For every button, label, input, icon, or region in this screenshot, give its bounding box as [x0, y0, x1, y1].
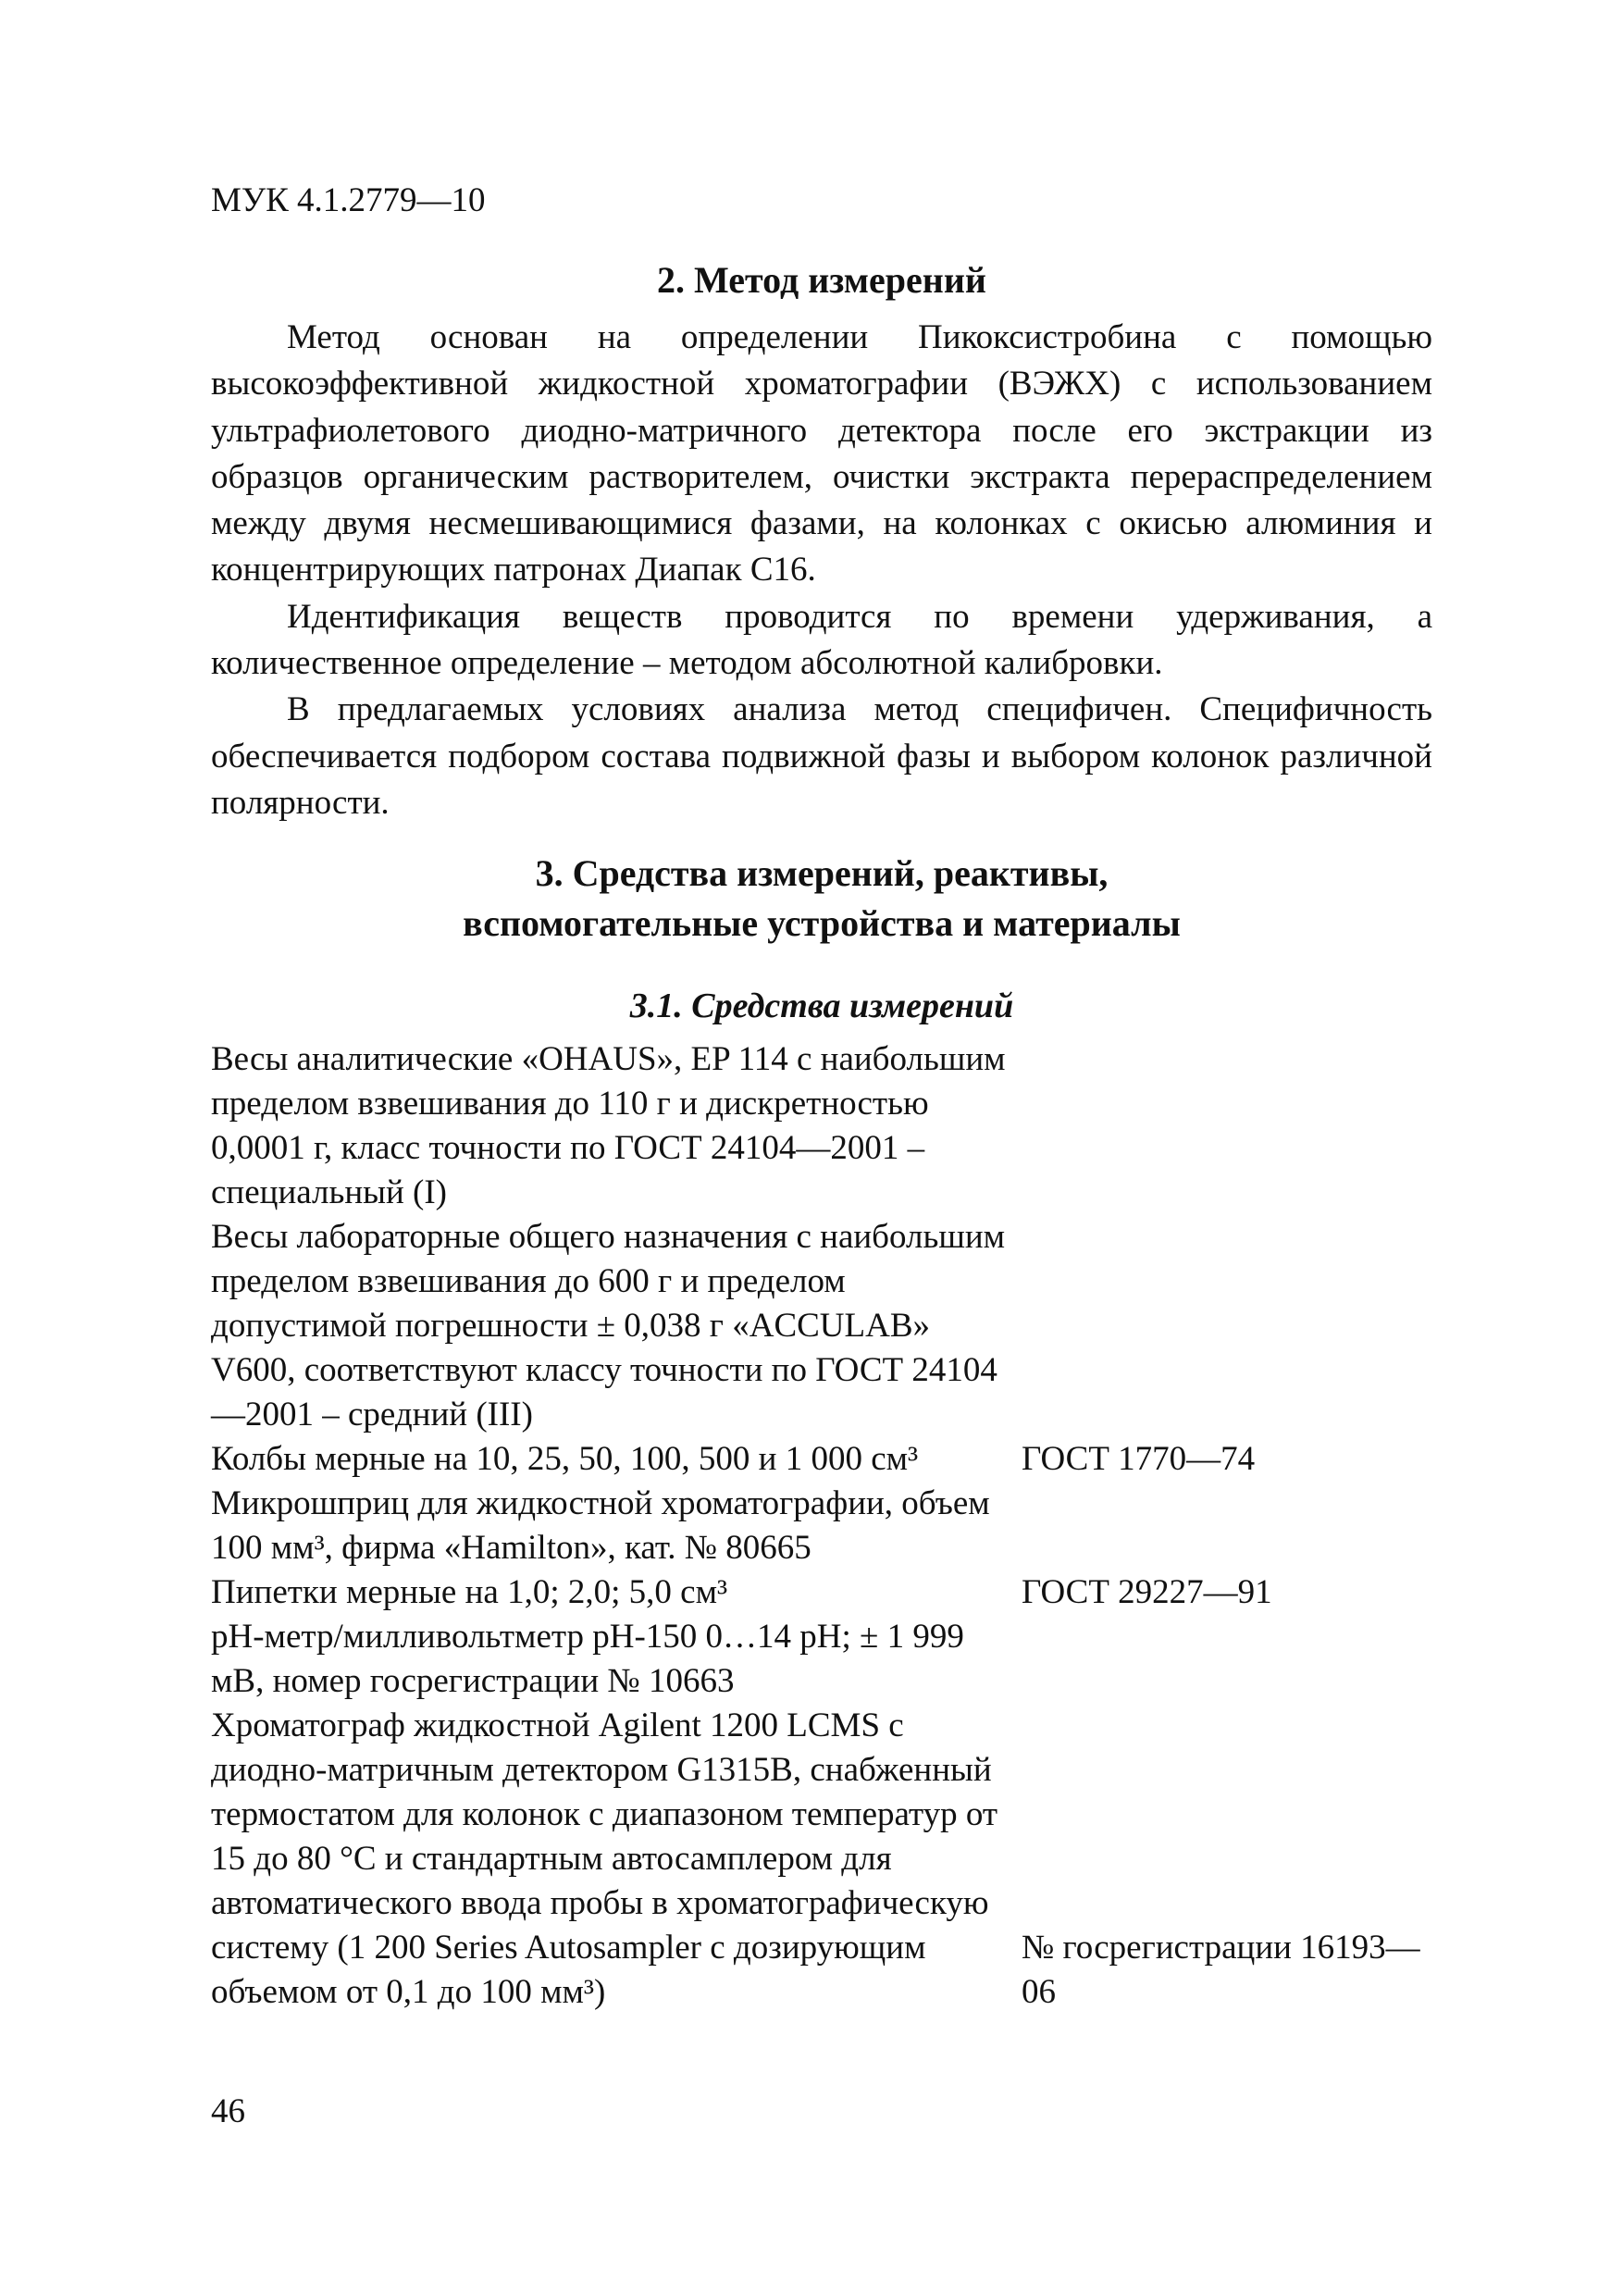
equipment-name: Колбы мерные на 10, 25, 50, 100, 500 и 1 000 см³: [211, 1440, 919, 1479]
equipment-name: Хроматограф жидкостной Agilent 1200 LCMS с диодно-матричным детектором G1315B, снабженный термостатом для колонок с диапазоном температур от 15 до 80 °С и стандартным автосамплером для автоматического ввода пробы в хроматографическую систему (1 200 Series Autosampler с дозирующим объемом от 0,1 до 100 мм³): [211, 1706, 998, 2012]
equipment-list: [211, 1037, 1432, 2015]
section-3-title-line-2: вспомогательные устройства и материалы: [463, 902, 1181, 945]
equipment-item: [211, 1037, 1432, 1215]
section-2-paragraph-3: В предлагаемых условиях анализа метод специфичен. Специфичность обеспечивается подбором состава подвижной фазы и выбором колонок различной полярности.: [211, 690, 1432, 822]
equipment-item: [211, 1482, 1432, 1570]
page-number: 46: [211, 2092, 245, 2130]
equipment-standard: ГОСТ 1770—74: [1022, 1440, 1256, 1479]
section-3-title: [211, 849, 1432, 949]
equipment-name: Весы лабораторные общего назначения с наибольшим пределом взвешивания до 600 г и пределом допустимой погрешности ± 0,038 г «ACCULAB» V600, соответствуют классу точности по ГОСТ 24104—2001 – средний (III): [211, 1218, 1006, 1434]
equipment-standard: ГОСТ 29227—91: [1022, 1573, 1272, 1612]
section-2-paragraph-2: Идентификация веществ проводится по времени удерживания, а количественное определение – методом абсолютной калибровки.: [211, 597, 1432, 683]
subsection-3-1-title: 3.1. Средства измерений: [629, 987, 1014, 1026]
section-2-title: 2. Метод измерений: [657, 259, 986, 301]
document-code: МУК 4.1.2779—10: [211, 181, 486, 219]
equipment-name: рН-метр/милливольтметр рН-150 0…14 рН; ± 1 999 мВ, номер госрегистрации № 10663: [211, 1618, 964, 1701]
equipment-item: [211, 1215, 1432, 1437]
equipment-name: Микрошприц для жидкостной хроматографии, объем 100 мм³, фирма «Hamilton», кат. № 80665: [211, 1484, 990, 1568]
equipment-name: Пипетки мерные на 1,0; 2,0; 5,0 см³: [211, 1573, 728, 1612]
section-2-paragraph-1: Метод основан на определении Пикоксистробина с помощью высокоэффективной жидкостной хроматографии (ВЭЖХ) с использованием ультрафиолетового диодно-матричного детектора после его экстракции из образцов органическим растворителем, очистки экстракта перераспределением между двумя несмешивающимися фазами, на колонках с окисью алюминия и концентрирующих патронах Диапак С16.: [211, 318, 1432, 590]
equipment-item: [211, 1704, 1432, 2015]
section-3-title-line-1: 3. Средства измерений, реактивы,: [535, 852, 1109, 895]
document-page: [211, 176, 1432, 2015]
equipment-item: [211, 1615, 1432, 1704]
equipment-item: [211, 1570, 1432, 1615]
equipment-standard: № госрегистрации 16193—06: [1022, 1929, 1420, 2012]
equipment-name: Весы аналитические «OHAUS», EP 114 с наибольшим пределом взвешивания до 110 г и дискретностью 0,0001 г, класс точности по ГОСТ 24104—2001 – специальный (I): [211, 1040, 1006, 1212]
equipment-item: [211, 1437, 1432, 1482]
